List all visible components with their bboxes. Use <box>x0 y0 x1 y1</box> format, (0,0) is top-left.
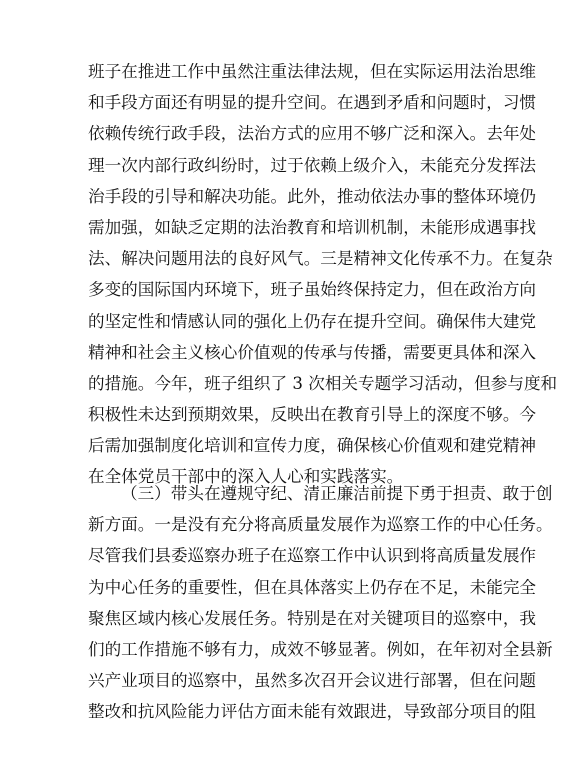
text-line: 兴产业项目的巡察中，虽然多次召开会议进行部署，但在问题 <box>88 671 537 691</box>
text-line: 和手段方面还有明显的提升空间。在遇到矛盾和问题时，习惯 <box>88 93 537 113</box>
text-line: 们的工作措施不够有力，成效不够显著。例如，在年初对全县新 <box>88 639 553 659</box>
text-line: 治手段的引导和解决功能。此外，推动依法办事的整体环境仍 <box>88 186 537 206</box>
text-line: 后需加强制度化培训和宣传力度，确保核心价值观和建党精神 <box>88 436 537 456</box>
text-line: 需加强，如缺乏定期的法治教育和培训机制，未能形成遇事找 <box>88 217 537 237</box>
text-line: 法、解决问题用法的良好风气。三是精神文化传承不力。在复杂 <box>88 249 553 269</box>
text-line: 的坚定性和情感认同的强化上仍存在提升空间。确保伟大建党 <box>88 311 537 331</box>
text-line: 班子在推进工作中虽然注重法律法规，但在实际运用法治思维 <box>88 62 537 81</box>
text-line: 聚焦区域内核心发展任务。特别是在对关键项目的巡察中，我 <box>88 608 537 628</box>
text-line: 理一次内部行政纠纷时，过于依赖上级介入，未能充分发挥法 <box>88 155 537 175</box>
text-line: 依赖传统行政手段，法治方式的应用不够广泛和深入。去年处 <box>88 124 537 144</box>
text-line: 为中心任务的重要性，但在具体落实上仍存在不足，未能完全 <box>88 577 537 597</box>
paragraph-continued <box>88 56 558 493</box>
text-line: 积极性未达到预期效果，反映出在教育引导上的深度不够。今 <box>88 405 537 425</box>
text-line: 的措施。今年，班子组织了 3 次相关专题学习活动，但参与度和 <box>88 373 558 393</box>
text-line: 尽管我们县委巡察办班子在巡察工作中认识到将高质量发展作 <box>88 546 537 566</box>
text-line: 新方面。一是没有充分将高质量发展作为巡察工作的中心任务。 <box>88 515 553 535</box>
text-line: 整改和抗风险能力评估方面未能有效跟进，导致部分项目的阻 <box>88 702 537 722</box>
text-line: 在全体党员干部中的深入人心和实践落实。 <box>88 467 404 487</box>
text-line: 多变的国际国内环境下，班子虽始终保持定力，但在政治方向 <box>88 280 537 300</box>
text-line: （三）带头在遵规守纪、清正廉洁前提下勇于担责、敢于创 <box>121 484 553 503</box>
paragraph-section-three <box>88 478 553 728</box>
text-line: 精神和社会主义核心价值观的传承与传播，需要更具体和深入 <box>88 342 537 362</box>
